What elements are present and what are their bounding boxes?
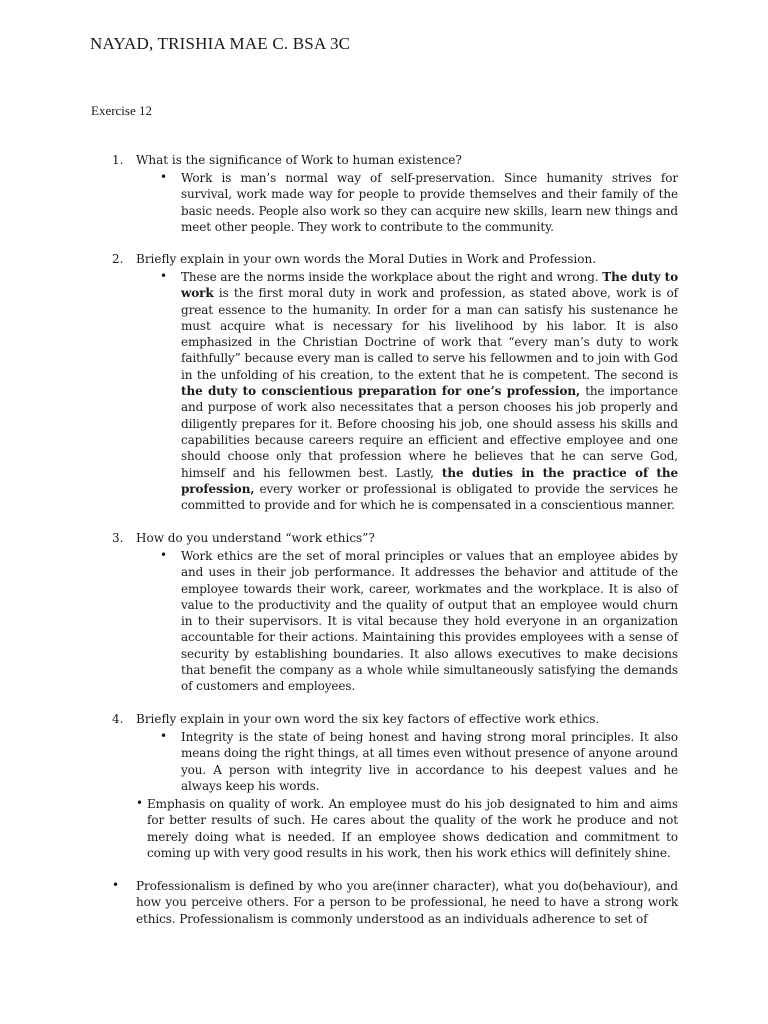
answer-4-quality — [147, 796, 678, 861]
question-2-text: Briefly explain in your own words the Moral Duties in Work and Profession. — [136, 252, 597, 266]
bullet-icon: • — [160, 269, 168, 283]
answer-2 — [181, 269, 678, 513]
answer-4-integrity: Integrity is the state of being honest and having strong moral principles. It also means doing the right things, at all times even without presence of anyone around you. A person with integrity live in accordance to his deepest values and he always keep his words. — [181, 730, 678, 793]
answer-2-bold-2: the duty to conscientious preparation for one’s profession, — [181, 384, 581, 399]
bullet-icon: • — [160, 729, 168, 743]
question-4-number: 4. — [112, 712, 124, 726]
question-1-text: What is the significance of Work to human existence? — [136, 153, 462, 167]
answer-4-quality-text: Emphasis on quality of work. An employee must do his job designated to him and aims for better results of such. He cares about the quality of the work he produce and not merely doing what is needed. If an employee shows dedication and commitment to coming up with very good results in his work, then his work ethics will definitely shine. — [147, 797, 678, 860]
exercise-title: Exercise 12 — [91, 103, 153, 118]
question-2-number: 2. — [112, 252, 124, 266]
answer-2-part-4: every worker or professional is obligated to provide the services he committed to provide and for which he is compensated in a conscientious manner. — [181, 481, 678, 513]
answer-2-part-2: is the first moral duty in work and profession, as stated above, work is of great essence to the humanity. In order for a man can satisfy his sustenance he must acquire what is necessary for his livelihood by his labor. It is also emphasized in the Christian Doctrine of work that “every man’s duty to work faithfully” because every man is called to serve his fellowmen and to join with God in the unfolding of his creation, to the extent that he is competent. The second is — [181, 286, 679, 382]
bullet-icon: • — [112, 878, 120, 892]
answer-3: Work ethics are the set of moral principles or values that an employee abides by and uses in their job performance. It addresses the behavior and attitude of the employee towards their work, career, workmates and the workplace. It is also of value to the productivity and the quality of output that an employee would churn in to their supervisors. It is vital because they hold everyone in an organization accountable for their actions. Maintaining this provides employees with a sense of security by establishing boundaries. It also allows executives to make decisions that benefit the company as a whole while simultaneously satisfying the demands of customers and employees. — [181, 549, 678, 694]
question-4-text: Briefly explain in your own word the six key factors of effective work ethics. — [136, 712, 600, 726]
bullet-icon: • — [160, 548, 168, 562]
answer-4-professionalism: Professionalism is defined by who you are(inner character), what you do(behaviour), and how you perceive others. For a person to be professional, he need to have a strong work ethics. Professionalism is commonly understood as an individuals adherence to set of — [136, 879, 678, 926]
bullet-icon: • — [160, 170, 168, 184]
question-3-text: How do you understand “work ethics”? — [136, 531, 375, 545]
answer-2-bold-1: The duty to work — [181, 270, 678, 301]
answer-2-part-1: These are the norms inside the workplace about the right and wrong. — [181, 270, 599, 284]
bullet-icon: • — [136, 796, 144, 810]
document-header: NAYAD, TRISHIA MAE C. BSA 3C — [90, 34, 351, 53]
question-3-number: 3. — [112, 531, 124, 545]
answer-2-bold-3: the duties in the practice of the profession, — [181, 465, 679, 496]
answer-2-part-3: the importance and purpose of work also necessitates that a person chooses his job properly and diligently prepares for it. Before choosing his job, one should assess his skills and capabilities because careers require an efficient and effective employee and one should choose only that profession where he believes that he can serve God, himself and his fellowmen best. Lastly, — [181, 384, 678, 480]
answer-1: Work is man’s normal way of self-preservation. Since humanity strives for survival, work made way for people to provide themselves and their family of the basic needs. People also work so they can acquire new skills, learn new things and meet other people. They work to contribute to the community. — [181, 171, 678, 234]
question-1-number: 1. — [112, 153, 124, 167]
